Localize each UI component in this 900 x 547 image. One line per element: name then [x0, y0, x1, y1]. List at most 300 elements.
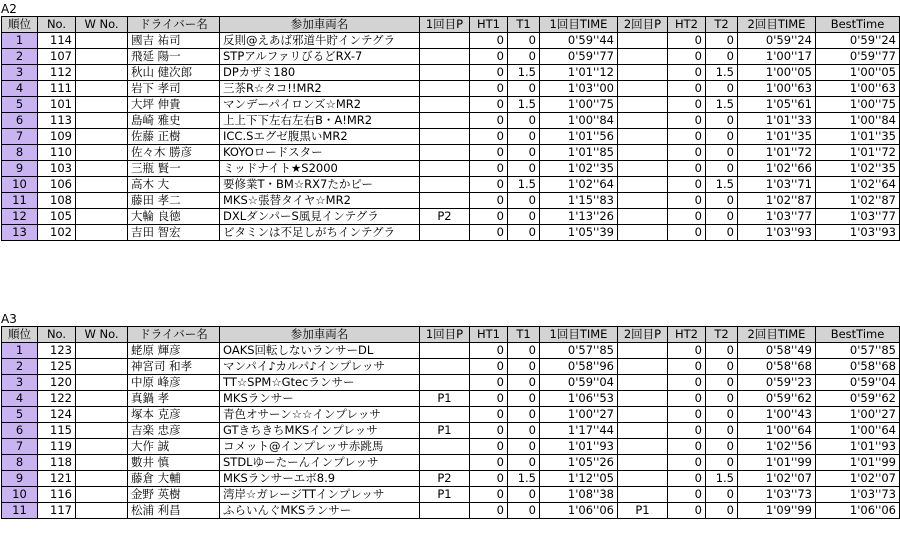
- table-cell: 0: [706, 209, 738, 225]
- table-cell: [420, 145, 470, 161]
- table-cell: [618, 65, 668, 81]
- table-row: [2, 193, 900, 209]
- table-cell: [76, 81, 128, 97]
- table-cell: 0: [668, 161, 706, 177]
- table-cell: 佐藤 正樹: [128, 129, 220, 145]
- table-cell: 0: [508, 343, 540, 359]
- table-cell: 0: [508, 503, 540, 519]
- table-cell: 1'12''05: [540, 471, 618, 487]
- table-cell: 0: [470, 471, 508, 487]
- table-cell: 4: [2, 391, 38, 407]
- table-cell: 大坪 伸貴: [128, 97, 220, 113]
- table-cell: 122: [38, 391, 76, 407]
- table-cell: コメット@インプレッサ赤跳馬: [220, 439, 420, 455]
- table-cell: MKSランサー: [220, 391, 420, 407]
- table-cell: 真鍋 孝: [128, 391, 220, 407]
- table-cell: 0: [470, 391, 508, 407]
- table-cell: [76, 359, 128, 375]
- table-cell: 1'00''17: [738, 49, 816, 65]
- table-cell: 反則@えあば邪道牛貯インテグラ: [220, 33, 420, 49]
- table-cell: 0: [668, 439, 706, 455]
- table-cell: 0: [508, 33, 540, 49]
- table-cell: 1'09''99: [738, 503, 816, 519]
- table-row: [2, 129, 900, 145]
- table-cell: 0: [470, 177, 508, 193]
- table-cell: 0: [706, 113, 738, 129]
- table-row: [2, 471, 900, 487]
- column-header: 参加車両名: [220, 17, 420, 33]
- table-cell: 1'03''00: [540, 81, 618, 97]
- table-cell: 0: [470, 129, 508, 145]
- table-cell: [76, 375, 128, 391]
- table-cell: 0: [668, 49, 706, 65]
- table-cell: 1'03''71: [738, 177, 816, 193]
- table-cell: 0: [668, 455, 706, 471]
- table-cell: [420, 129, 470, 145]
- table-cell: 0: [470, 49, 508, 65]
- table-cell: 1'00''84: [540, 113, 618, 129]
- table-cell: [420, 33, 470, 49]
- table-cell: 0: [706, 193, 738, 209]
- section-title: A2: [1, 2, 17, 16]
- table-cell: 1'02''87: [738, 193, 816, 209]
- table-cell: 0: [668, 193, 706, 209]
- table-cell: [618, 177, 668, 193]
- table-cell: 7: [2, 439, 38, 455]
- table-cell: 0: [470, 145, 508, 161]
- table-cell: 0: [706, 423, 738, 439]
- table-cell: 1'01''99: [816, 455, 900, 471]
- results-section-a2: [0, 2, 900, 241]
- table-cell: GTきちきちMKSインプレッサ: [220, 423, 420, 439]
- table-cell: 11: [2, 503, 38, 519]
- table-cell: 0'59''77: [816, 49, 900, 65]
- table-cell: 1'00''27: [816, 407, 900, 423]
- table-cell: 0'58''49: [738, 343, 816, 359]
- table-cell: 1'01''12: [540, 65, 618, 81]
- column-header: HT2: [668, 17, 706, 33]
- table-cell: P1: [618, 503, 668, 519]
- column-header: T1: [508, 327, 540, 343]
- table-cell: 1.5: [508, 97, 540, 113]
- table-cell: ビタミンは不足しがちインテグラ: [220, 225, 420, 241]
- table-cell: 0: [508, 487, 540, 503]
- table-cell: 0: [706, 33, 738, 49]
- table-cell: 1: [2, 33, 38, 49]
- column-header: 2回目P: [618, 17, 668, 33]
- table-cell: 6: [2, 423, 38, 439]
- table-cell: [420, 97, 470, 113]
- table-cell: 0: [668, 209, 706, 225]
- table-cell: 13: [2, 225, 38, 241]
- table-cell: 0: [470, 209, 508, 225]
- table-row: [2, 439, 900, 455]
- table-cell: [76, 97, 128, 113]
- table-cell: 1'03''73: [816, 487, 900, 503]
- table-cell: 0: [470, 81, 508, 97]
- column-header: 順位: [2, 17, 38, 33]
- table-cell: 0: [706, 343, 738, 359]
- table-cell: [618, 49, 668, 65]
- table-cell: 0: [706, 391, 738, 407]
- table-cell: 0: [706, 145, 738, 161]
- table-cell: [420, 343, 470, 359]
- table-cell: [618, 343, 668, 359]
- table-row: [2, 65, 900, 81]
- table-cell: [618, 423, 668, 439]
- table-row: [2, 391, 900, 407]
- table-cell: [420, 225, 470, 241]
- table-cell: 1'01''35: [738, 129, 816, 145]
- table-cell: [420, 375, 470, 391]
- table-row: [2, 359, 900, 375]
- table-cell: 0: [508, 375, 540, 391]
- table-cell: 0: [508, 161, 540, 177]
- table-cell: 神宮司 和孝: [128, 359, 220, 375]
- table-cell: 0: [470, 487, 508, 503]
- table-cell: 12: [2, 209, 38, 225]
- table-cell: [76, 129, 128, 145]
- table-cell: 藤田 孝二: [128, 193, 220, 209]
- table-cell: [76, 113, 128, 129]
- table-cell: 0: [508, 391, 540, 407]
- table-cell: 0: [470, 455, 508, 471]
- table-cell: 0: [668, 145, 706, 161]
- column-header: HT2: [668, 327, 706, 343]
- table-cell: [618, 225, 668, 241]
- table-cell: [618, 81, 668, 97]
- table-cell: 0: [508, 439, 540, 455]
- table-cell: 0'58''68: [738, 359, 816, 375]
- table-cell: 1'06''06: [540, 503, 618, 519]
- table-cell: 10: [2, 177, 38, 193]
- table-row: [2, 49, 900, 65]
- table-cell: 117: [38, 503, 76, 519]
- column-header: BestTime: [816, 17, 900, 33]
- table-cell: 1'00''63: [816, 81, 900, 97]
- table-cell: 0: [706, 129, 738, 145]
- table-cell: [618, 145, 668, 161]
- table-cell: 5: [2, 407, 38, 423]
- table-cell: [618, 487, 668, 503]
- table-cell: 108: [38, 193, 76, 209]
- table-cell: [76, 407, 128, 423]
- table-cell: KOYOロードスター: [220, 145, 420, 161]
- table-cell: [420, 407, 470, 423]
- table-cell: 103: [38, 161, 76, 177]
- table-cell: [420, 49, 470, 65]
- table-cell: 101: [38, 97, 76, 113]
- table-cell: 0: [668, 225, 706, 241]
- table-cell: 1'17''44: [540, 423, 618, 439]
- column-header: 2回目P: [618, 327, 668, 343]
- table-cell: 0: [470, 193, 508, 209]
- table-cell: 0: [470, 407, 508, 423]
- table-cell: 113: [38, 113, 76, 129]
- table-cell: 0: [668, 471, 706, 487]
- table-cell: P2: [420, 471, 470, 487]
- table-cell: 1'02''07: [738, 471, 816, 487]
- table-cell: 1'00''43: [738, 407, 816, 423]
- table-cell: 0: [706, 407, 738, 423]
- table-cell: 4: [2, 81, 38, 97]
- table-cell: 1'06''06: [816, 503, 900, 519]
- table-cell: [76, 193, 128, 209]
- table-cell: 0: [706, 81, 738, 97]
- table-cell: [618, 439, 668, 455]
- table-cell: 0: [470, 65, 508, 81]
- table-cell: 0: [508, 209, 540, 225]
- section-title: A3: [1, 312, 17, 326]
- table-cell: 0: [470, 375, 508, 391]
- table-row: [2, 407, 900, 423]
- table-cell: 0: [706, 359, 738, 375]
- column-header: BestTime: [816, 327, 900, 343]
- table-cell: 8: [2, 145, 38, 161]
- table-row: [2, 487, 900, 503]
- table-cell: [618, 161, 668, 177]
- table-cell: 1'02''64: [540, 177, 618, 193]
- table-cell: ミッドナイト★S2000: [220, 161, 420, 177]
- table-cell: [618, 33, 668, 49]
- table-cell: [618, 471, 668, 487]
- table-cell: 中原 峰彦: [128, 375, 220, 391]
- table-cell: 1'01''72: [816, 145, 900, 161]
- column-header: No.: [38, 17, 76, 33]
- table-cell: 要修業T・BM☆RX7たかピー: [220, 177, 420, 193]
- table-cell: 1'02''64: [816, 177, 900, 193]
- table-row: [2, 375, 900, 391]
- table-cell: 1'02''35: [816, 161, 900, 177]
- table-cell: 1: [2, 343, 38, 359]
- table-cell: 0'57''85: [540, 343, 618, 359]
- column-header: T2: [706, 17, 738, 33]
- table-cell: 1'01''72: [738, 145, 816, 161]
- table-cell: 1.5: [706, 97, 738, 113]
- table-cell: 秋山 健次郎: [128, 65, 220, 81]
- table-cell: 0: [508, 225, 540, 241]
- table-cell: 124: [38, 407, 76, 423]
- table-cell: 114: [38, 33, 76, 49]
- table-cell: [76, 177, 128, 193]
- table-cell: 119: [38, 439, 76, 455]
- table-cell: 0: [706, 487, 738, 503]
- table-cell: 1.5: [706, 177, 738, 193]
- table-cell: 0: [508, 423, 540, 439]
- table-cell: [76, 487, 128, 503]
- table-row: [2, 455, 900, 471]
- table-cell: 1'01''99: [738, 455, 816, 471]
- table-cell: 111: [38, 81, 76, 97]
- table-row: [2, 113, 900, 129]
- table-cell: [618, 209, 668, 225]
- table-cell: 吉楽 忠彦: [128, 423, 220, 439]
- table-cell: 1'13''26: [540, 209, 618, 225]
- table-cell: 0: [508, 193, 540, 209]
- table-cell: 121: [38, 471, 76, 487]
- table-cell: [76, 33, 128, 49]
- table-cell: 105: [38, 209, 76, 225]
- table-cell: [420, 161, 470, 177]
- table-cell: 0'59''77: [540, 49, 618, 65]
- table-cell: 0: [668, 81, 706, 97]
- table-cell: 0: [668, 423, 706, 439]
- table-cell: [420, 359, 470, 375]
- table-cell: [76, 225, 128, 241]
- table-cell: [420, 439, 470, 455]
- table-cell: 1.5: [508, 65, 540, 81]
- table-cell: 1'06''53: [540, 391, 618, 407]
- table-cell: 9: [2, 161, 38, 177]
- table-cell: 2: [2, 359, 38, 375]
- table-row: [2, 145, 900, 161]
- table-cell: 123: [38, 343, 76, 359]
- column-header: T1: [508, 17, 540, 33]
- column-header: 1回目TIME: [540, 327, 618, 343]
- table-cell: 1'00''63: [738, 81, 816, 97]
- column-header: HT1: [470, 17, 508, 33]
- table-cell: MKS☆張替タイヤ☆MR2: [220, 193, 420, 209]
- table-cell: TT☆SPM☆Gtecランサー: [220, 375, 420, 391]
- table-cell: 飛延 陽一: [128, 49, 220, 65]
- column-header: 2回目TIME: [738, 17, 816, 33]
- table-cell: [618, 193, 668, 209]
- table-cell: 1'01''56: [540, 129, 618, 145]
- results-table: [1, 16, 900, 241]
- table-cell: 0'59''04: [816, 375, 900, 391]
- table-cell: 0: [470, 343, 508, 359]
- table-cell: 三茶R☆タコ!!MR2: [220, 81, 420, 97]
- table-cell: 三瓶 賢一: [128, 161, 220, 177]
- table-cell: 116: [38, 487, 76, 503]
- table-cell: 0: [508, 359, 540, 375]
- table-cell: 1.5: [706, 65, 738, 81]
- table-cell: 1'00''64: [816, 423, 900, 439]
- table-cell: マンパイ♪カルパ♪インプレッサ: [220, 359, 420, 375]
- table-cell: [618, 97, 668, 113]
- table-cell: ICC.Sエグゼ腹黒いMR2: [220, 129, 420, 145]
- table-cell: 1'05''61: [738, 97, 816, 113]
- column-header: W No.: [76, 17, 128, 33]
- table-cell: [76, 343, 128, 359]
- table-cell: 1'05''39: [540, 225, 618, 241]
- table-cell: 118: [38, 455, 76, 471]
- column-header: ドライバー名: [128, 327, 220, 343]
- table-cell: P2: [420, 209, 470, 225]
- table-cell: 0: [470, 423, 508, 439]
- table-cell: 1'00''84: [816, 113, 900, 129]
- table-cell: 0: [706, 439, 738, 455]
- table-cell: [420, 81, 470, 97]
- table-cell: 0'59''44: [540, 33, 618, 49]
- table-cell: 1'02''35: [540, 161, 618, 177]
- table-cell: 1.5: [706, 471, 738, 487]
- table-cell: 0: [508, 455, 540, 471]
- table-cell: 湾岸☆ガレージTTインプレッサ: [220, 487, 420, 503]
- table-cell: 大作 誠: [128, 439, 220, 455]
- table-cell: 9: [2, 471, 38, 487]
- table-cell: 1'01''35: [816, 129, 900, 145]
- table-cell: P1: [420, 487, 470, 503]
- table-cell: 上上下下左右左右B・A!MR2: [220, 113, 420, 129]
- table-cell: マンデーパイロンズ☆MR2: [220, 97, 420, 113]
- table-cell: 0'59''24: [816, 33, 900, 49]
- table-cell: 0: [668, 487, 706, 503]
- column-header: 2回目TIME: [738, 327, 816, 343]
- table-cell: DXLダンパーS風見インテグラ: [220, 209, 420, 225]
- table-cell: 1'00''75: [540, 97, 618, 113]
- table-cell: [420, 193, 470, 209]
- table-cell: 110: [38, 145, 76, 161]
- table-cell: 0'59''62: [816, 391, 900, 407]
- table-cell: 0: [470, 225, 508, 241]
- table-cell: 0: [470, 33, 508, 49]
- table-cell: 0: [508, 49, 540, 65]
- table-cell: 1'02''87: [816, 193, 900, 209]
- table-cell: 3: [2, 65, 38, 81]
- table-cell: 0: [668, 113, 706, 129]
- table-cell: 0: [668, 129, 706, 145]
- column-header: HT1: [470, 327, 508, 343]
- table-cell: 1'02''07: [816, 471, 900, 487]
- table-cell: 1'01''33: [738, 113, 816, 129]
- table-cell: 106: [38, 177, 76, 193]
- table-cell: [618, 359, 668, 375]
- table-cell: [420, 503, 470, 519]
- table-cell: 8: [2, 455, 38, 471]
- table-cell: [76, 471, 128, 487]
- table-cell: 0: [470, 503, 508, 519]
- table-cell: [618, 391, 668, 407]
- table-cell: 0'59''23: [738, 375, 816, 391]
- table-cell: 0: [470, 439, 508, 455]
- table-cell: 0: [668, 343, 706, 359]
- table-cell: P1: [420, 423, 470, 439]
- table-cell: 0: [668, 97, 706, 113]
- table-cell: 107: [38, 49, 76, 65]
- table-cell: 0: [706, 375, 738, 391]
- table-cell: [76, 209, 128, 225]
- table-cell: 1'03''77: [816, 209, 900, 225]
- results-table: [1, 326, 900, 519]
- table-cell: 1'02''56: [738, 439, 816, 455]
- table-cell: 0: [668, 391, 706, 407]
- table-cell: 3: [2, 375, 38, 391]
- table-row: [2, 177, 900, 193]
- table-cell: 1'02''66: [738, 161, 816, 177]
- table-cell: 120: [38, 375, 76, 391]
- table-cell: 115: [38, 423, 76, 439]
- table-cell: 1'01''93: [816, 439, 900, 455]
- table-row: [2, 209, 900, 225]
- table-cell: 0: [668, 407, 706, 423]
- table-cell: 0'58''96: [540, 359, 618, 375]
- table-cell: 0: [706, 503, 738, 519]
- table-cell: [76, 455, 128, 471]
- table-row: [2, 81, 900, 97]
- table-cell: [76, 423, 128, 439]
- table-cell: 0'59''04: [540, 375, 618, 391]
- table-cell: [76, 439, 128, 455]
- column-header: No.: [38, 327, 76, 343]
- table-cell: 數井 慎: [128, 455, 220, 471]
- table-cell: 0: [508, 407, 540, 423]
- table-row: [2, 503, 900, 519]
- table-cell: 0'58''68: [816, 359, 900, 375]
- header-row: [2, 17, 900, 33]
- table-cell: [420, 177, 470, 193]
- table-cell: MKSランサーエボ8.9: [220, 471, 420, 487]
